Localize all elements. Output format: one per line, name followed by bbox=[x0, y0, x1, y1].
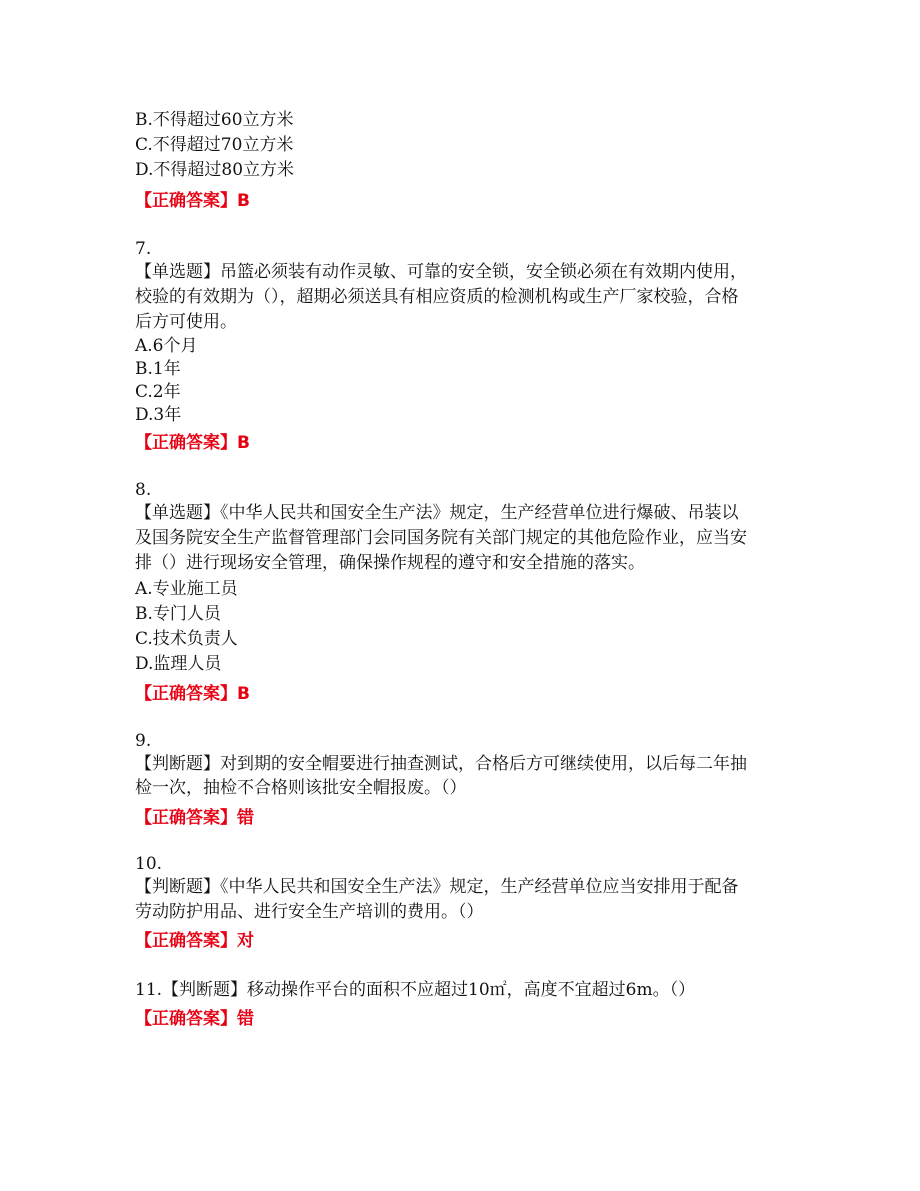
answer-value: B bbox=[237, 433, 250, 453]
q7-option-d: D.3年 bbox=[135, 405, 182, 425]
q6-option-d: D.不得超过80立方米 bbox=[135, 160, 295, 180]
q11-stem: 11.【判断题】移动操作平台的面积不应超过10㎡，高度不宜超过6m。（） bbox=[135, 980, 696, 1000]
q9-stem-line-2: 检一次，抽检不合格则该批安全帽报废。（） bbox=[135, 778, 467, 798]
answer-label: 【正确答案】 bbox=[135, 931, 237, 951]
q8-number: 8. bbox=[135, 480, 152, 500]
answer-value: 错 bbox=[237, 1009, 254, 1029]
q7-option-c: C.2年 bbox=[135, 382, 181, 402]
q8-stem-line-1: 【单选题】《中华人民共和国安全生产法》规定，生产经营单位进行爆破、吊装以 bbox=[135, 503, 739, 523]
answer-label: 【正确答案】 bbox=[135, 191, 237, 211]
q10-answer bbox=[135, 929, 254, 953]
q10-stem-line-1: 【判断题】《中华人民共和国安全生产法》规定，生产经营单位应当安排用于配备 bbox=[135, 877, 739, 897]
q8-option-d: D.监理人员 bbox=[135, 654, 222, 674]
q8-option-a: A.专业施工员 bbox=[135, 579, 238, 599]
q6-answer bbox=[135, 189, 250, 213]
q7-answer bbox=[135, 431, 250, 455]
q10-stem-line-2: 劳动防护用品、进行安全生产培训的费用。（） bbox=[135, 902, 484, 922]
q7-number: 7. bbox=[135, 239, 152, 259]
q7-stem-line-2: 校验的有效期为（），超期必须送具有相应资质的检测机构或生产厂家校验，合格 bbox=[135, 287, 739, 307]
answer-value: 错 bbox=[237, 808, 254, 828]
answer-label: 【正确答案】 bbox=[135, 1009, 237, 1029]
q9-answer bbox=[135, 806, 254, 830]
q8-option-b: B.专门人员 bbox=[135, 604, 221, 624]
q6-option-c: C.不得超过70立方米 bbox=[135, 135, 294, 155]
answer-label: 【正确答案】 bbox=[135, 433, 237, 453]
q9-number: 9. bbox=[135, 731, 152, 751]
q8-option-c: C.技术负责人 bbox=[135, 629, 238, 649]
q7-option-b: B.1年 bbox=[135, 359, 181, 379]
q6-option-b: B.不得超过60立方米 bbox=[135, 110, 294, 130]
q7-option-a: A.6个月 bbox=[135, 336, 198, 356]
q8-stem-line-2: 及国务院安全生产监督管理部门会同国务院有关部门规定的其他危险作业，应当安 bbox=[135, 528, 747, 548]
answer-value: 对 bbox=[237, 931, 254, 951]
q7-stem-line-1: 【单选题】吊篮必须装有动作灵敏、可靠的安全锁，安全锁必须在有效期内使用， bbox=[135, 262, 747, 282]
answer-value: B bbox=[237, 191, 250, 211]
q11-answer bbox=[135, 1007, 254, 1031]
q9-stem-line-1: 【判断题】对到期的安全帽要进行抽查测试，合格后方可继续使用，以后每二年抽 bbox=[135, 754, 747, 774]
answer-label: 【正确答案】 bbox=[135, 808, 237, 828]
answer-value: B bbox=[237, 684, 250, 704]
answer-label: 【正确答案】 bbox=[135, 684, 237, 704]
q8-stem-line-3: 排（）进行现场安全管理，确保操作规程的遵守和安全措施的落实。 bbox=[135, 553, 645, 573]
q7-stem-line-3: 后方可使用。 bbox=[135, 312, 237, 332]
q8-answer bbox=[135, 682, 250, 706]
q10-number: 10. bbox=[135, 854, 163, 874]
